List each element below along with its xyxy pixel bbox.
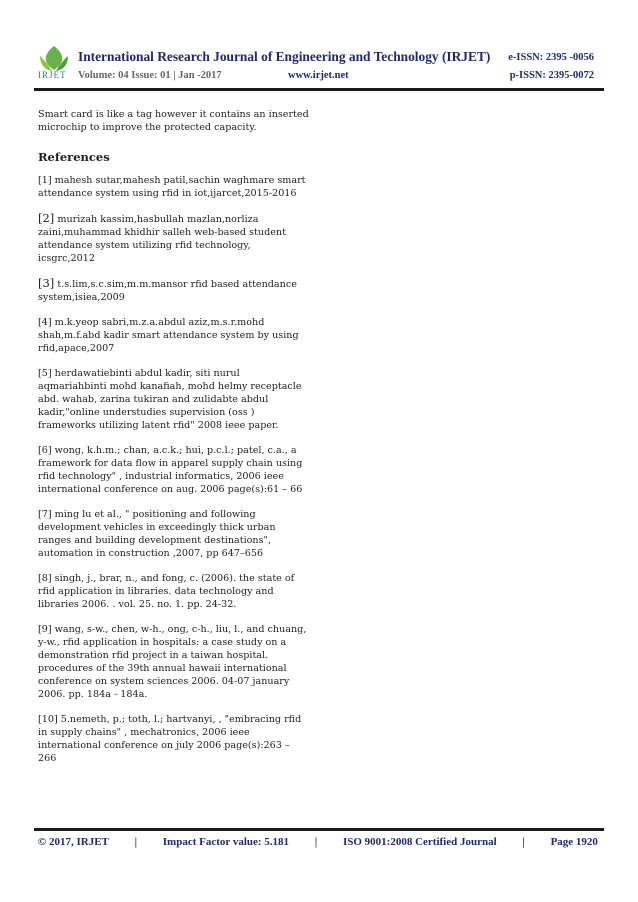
reference-number: [6]: [38, 445, 52, 456]
reference-item: [38, 444, 310, 496]
reference-number: [9]: [38, 624, 52, 635]
reference-number: [10]: [38, 714, 58, 725]
reference-text: singh, j., brar, n., and fong, c. (2006). the state of rfid application in libraries. data technology and libraries 2006. . vol. 25. no. 1. pp. 24-32.: [38, 573, 295, 610]
reference-text: herdawatiebinti abdul kadir, siti nurul aqmariahbinti mohd kanafiah, mohd helmy receptacle abd. wahab, zarina tukiran and zulidabte abdul kadir,"online understudies supervision (oss ) frameworks utilizing latent rfid" 2008 ieee paper.: [38, 368, 302, 431]
reference-item: [38, 212, 310, 265]
footer-separator: |: [522, 836, 525, 848]
p-issn: p-ISSN: 2395-0072: [509, 70, 594, 81]
references-heading: References: [38, 150, 110, 164]
reference-item: [38, 277, 310, 304]
reference-text: ming lu et al., " positioning and following development vehicles in exceedingly thick urban ranges and building development destinations", automation in construction ,2007, pp 647–656: [38, 509, 276, 559]
intro-paragraph: Smart card is like a tag however it contains an inserted microchip to improve the protected capacity.: [38, 109, 309, 133]
reference-number: [3]: [38, 276, 55, 290]
reference-text: mahesh sutar,mahesh patil,sachin waghmare smart attendance system using rfid in iot,ijarcet,2015-2016: [38, 175, 306, 199]
footer: [38, 836, 598, 848]
footer-separator: |: [314, 836, 318, 848]
footer-iso: ISO 9001:2008 Certified Journal: [342, 836, 497, 848]
footer-copyright: © 2017, IRJET: [38, 836, 109, 848]
footer-page-number: Page 1920: [550, 836, 598, 848]
reference-text: 5.nemeth, p.; toth, l.; hartvanyi, , "embracing rfid in supply chains" , mechatronics, 2006 ieee international conference on july 2006 page(s):263 – 266: [38, 714, 302, 764]
reference-number: [4]: [38, 317, 52, 328]
reference-number: [8]: [38, 573, 52, 584]
reference-text: wong, k.h.m.; chan, a.c.k.; hui, p.c.l.; patel, c.a., a framework for data flow in apparel supply chain using rfid technology" , industrial informatics, 2006 ieee international conference on aug. 2006 page(s):61 – 66: [38, 445, 303, 495]
reference-item: [38, 174, 310, 200]
reference-number: [1]: [38, 175, 52, 186]
reference-text: t.s.lim,s.c.sim,m.m.mansor rfid based attendance system,isiea,2009: [38, 279, 297, 303]
reference-item: [38, 572, 310, 611]
reference-list: [38, 174, 310, 765]
reference-number: [7]: [38, 509, 52, 520]
reference-item: [38, 623, 310, 701]
reference-item: [38, 367, 310, 432]
footer-impact-factor: Impact Factor value: 5.181: [162, 836, 290, 848]
footer-rule: [34, 828, 604, 831]
left-column: [38, 108, 310, 777]
e-issn: e-ISSN: 2395 -0056: [508, 52, 594, 63]
footer-separator: |: [134, 836, 138, 848]
reference-text: wang, s-w., chen, w-h., ong, c-h., liu, l., and chuang, y-w., rfid application in hospitals: a case study on a demonstration rfid project in a taiwan hospital. procedures of the 39th annual hawaii international conference on system sciences 2006. 04-07 january 2006. pp. 184a - 184a.: [38, 624, 307, 700]
volume-issue: Volume: 04 Issue: 01 | Jan -2017: [78, 70, 222, 81]
reference-item: [38, 713, 310, 765]
logo-text: IRJET: [38, 70, 67, 80]
reference-text: murizah kassim,hasbullah mazlan,norliza zaini,muhammad khidhir salleh web-based student attendance system utilizing rfid technology, icsgrc,2012: [38, 214, 286, 264]
journal-website: www.irjet.net: [288, 70, 349, 81]
reference-number: [5]: [38, 368, 52, 379]
header-rule: [34, 88, 604, 91]
reference-number: [2]: [38, 211, 55, 225]
reference-item: [38, 508, 310, 560]
journal-title: International Research Journal of Engineering and Technology (IRJET): [78, 49, 491, 64]
reference-text: m.k.yeop sabri,m.z.a.abdul aziz,m.s.r.mohd shah,m.f.abd kadir smart attendance system by using rfid,apace,2007: [38, 317, 299, 354]
reference-item: [38, 316, 310, 355]
